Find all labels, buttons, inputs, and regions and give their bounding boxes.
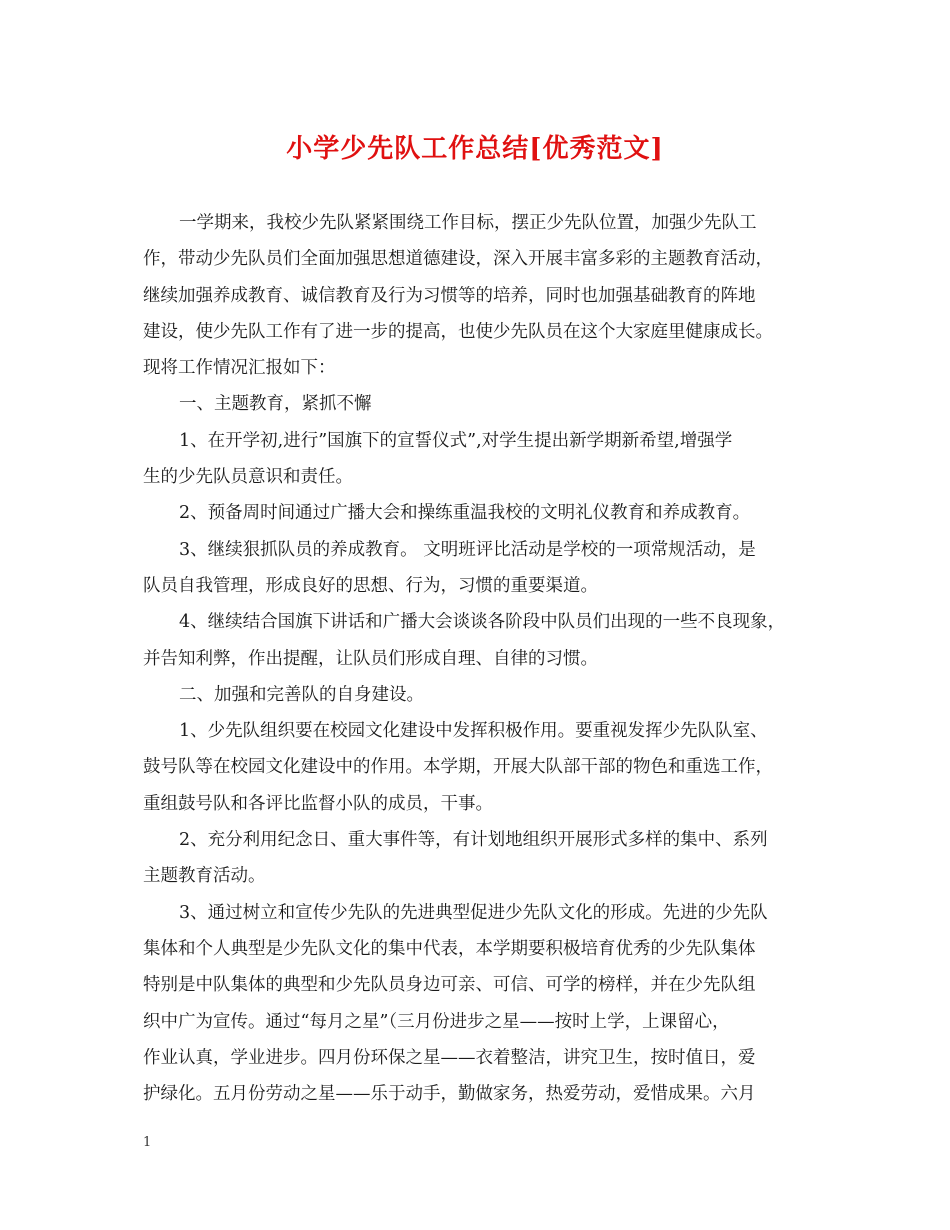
text-line: 1、在开学初,进行”国旗下的宣誓仪式”,对学生提出新学期新希望,增强学 xyxy=(179,430,733,451)
text-line: 主题教育活动。 xyxy=(143,866,266,887)
text-line: 作，带动少先队员们全面加强思想道德建设，深入开展丰富多彩的主题教育活动， xyxy=(143,249,773,270)
text-line: 并告知利弊，作出提醒，让队员们形成自理、自律的习惯。 xyxy=(143,648,598,669)
text-line: 重组鼓号队和各评比监督小队的成员，干事。 xyxy=(143,793,493,814)
text-line: 2、充分利用纪念日、重大事件等，有计划地组织开展形式多样的集中、系列 xyxy=(179,830,768,851)
text-line: 一、主题教育，紧抓不懈 xyxy=(179,394,372,415)
text-line: 二、加强和完善队的自身建设。 xyxy=(179,684,424,705)
text-line: 作业认真，学业进步。四月份环保之星——衣着整洁，讲究卫生，按时值日，爱 xyxy=(143,1047,756,1068)
text-line: 继续加强养成教育、诚信教育及行为习惯等的培养，同时也加强基础教育的阵地 xyxy=(143,285,756,306)
page-number: 1 xyxy=(143,1135,152,1150)
text-line: 队员自我管理，形成良好的思想、行为，习惯的重要渠道。 xyxy=(143,575,598,596)
text-line: 建设，使少先队工作有了进一步的提高，也使少先队员在这个大家庭里健康成长。 xyxy=(143,321,773,342)
text-line: 现将工作情况汇报如下： xyxy=(143,358,336,379)
text-line: 3、继续狠抓队员的养成教育。 文明班评比活动是学校的一项常规活动，是 xyxy=(179,539,756,560)
text-line: 集体和个人典型是少先队文化的集中代表，本学期要积极培育优秀的少先队集体 xyxy=(143,938,756,959)
text-line: 1、少先队组织要在校园文化建设中发挥积极作用。要重视发挥少先队队室、 xyxy=(179,721,768,742)
text-line: 4、继续结合国旗下讲话和广播大会谈谈各阶段中队员们出现的一些不良现象， xyxy=(179,612,786,633)
text-line: 2、预备周时间通过广播大会和操练重温我校的文明礼仪教育和养成教育。 xyxy=(179,503,751,524)
document-body xyxy=(143,205,813,1112)
text-line: 生的少先队员意识和责任。 xyxy=(143,467,353,488)
text-line: 鼓号队等在校园文化建设中的作用。本学期，开展大队部干部的物色和重选工作， xyxy=(143,757,773,778)
text-line: 3、通过树立和宣传少先队的先进典型促进少先队文化的形成。先进的少先队 xyxy=(179,902,768,923)
text-line: 织中广为宣传。通过“每月之星”（三月份进步之星——按时上学，上课留心， xyxy=(143,1011,730,1032)
document-title: 小学少先队工作总结[优秀范文] xyxy=(286,134,664,164)
text-line: 特别是中队集体的典型和少先队员身边可亲、可信、可学的榜样，并在少先队组 xyxy=(143,975,756,996)
text-line: 护绿化。五月份劳动之星——乐于动手，勤做家务，热爱劳动，爱惜成果。六月 xyxy=(143,1084,756,1105)
text-line: 一学期来，我校少先队紧紧围绕工作目标，摆正少先队位置，加强少先队工 xyxy=(179,213,757,233)
